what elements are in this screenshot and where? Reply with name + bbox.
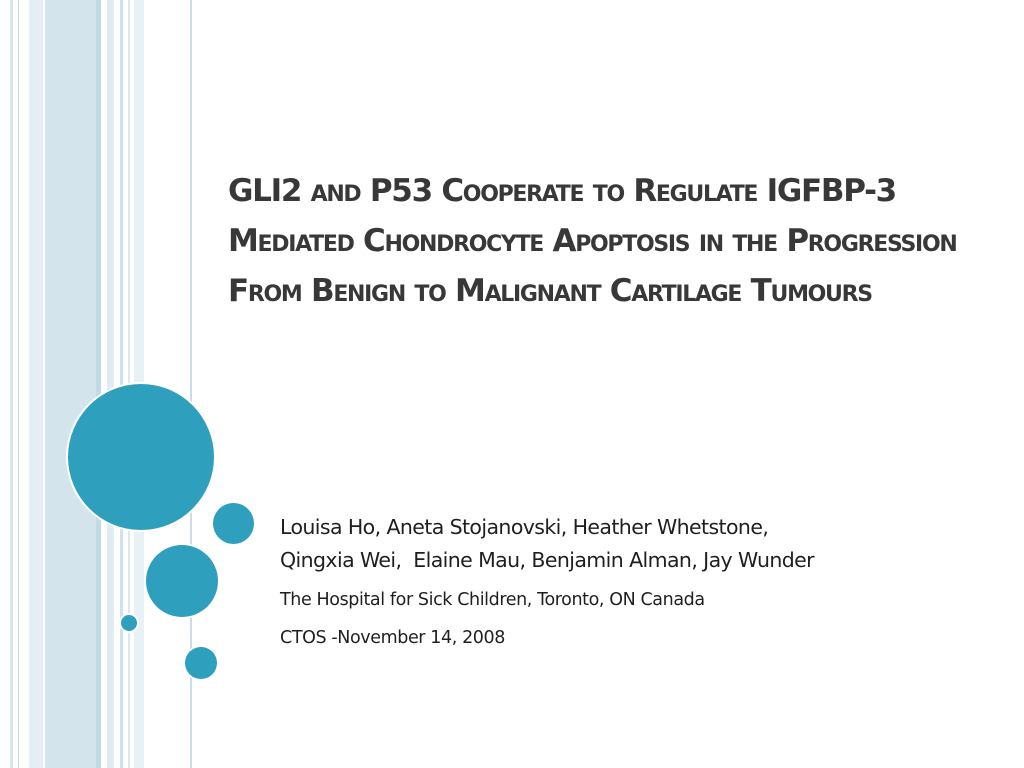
decorative-circle-small [185,647,217,679]
stripe [120,0,123,768]
decorative-stripes [0,0,200,768]
decorative-circle-medium [146,545,218,617]
decorative-circle-dot [121,615,137,631]
stripe [29,0,43,768]
stripe [107,0,114,768]
stripe [45,0,96,768]
stripe [96,0,101,768]
stripe [10,0,13,768]
affiliation: The Hospital for Sick Children, Toronto, ON Canada [280,590,705,610]
slide-subtitle [280,511,980,649]
author-list: Louisa Ho, Aneta Stojanovski, Heather Whetstone, Qingxia Wei, Elaine Mau, Benjamin Alman, Jay Wunder [280,515,814,572]
decorative-circle-large [68,384,214,530]
slide-title: GLI2 and P53 Cooperate to Regulate IGFBP-3 Mediated Chondrocyte Apoptosis in the Progression From Benign to Malignant Cartilage Tumours [228,173,957,309]
conference-date: CTOS -November 14, 2008 [280,628,505,648]
stripe [18,0,19,768]
decorative-circle-small [213,503,254,544]
